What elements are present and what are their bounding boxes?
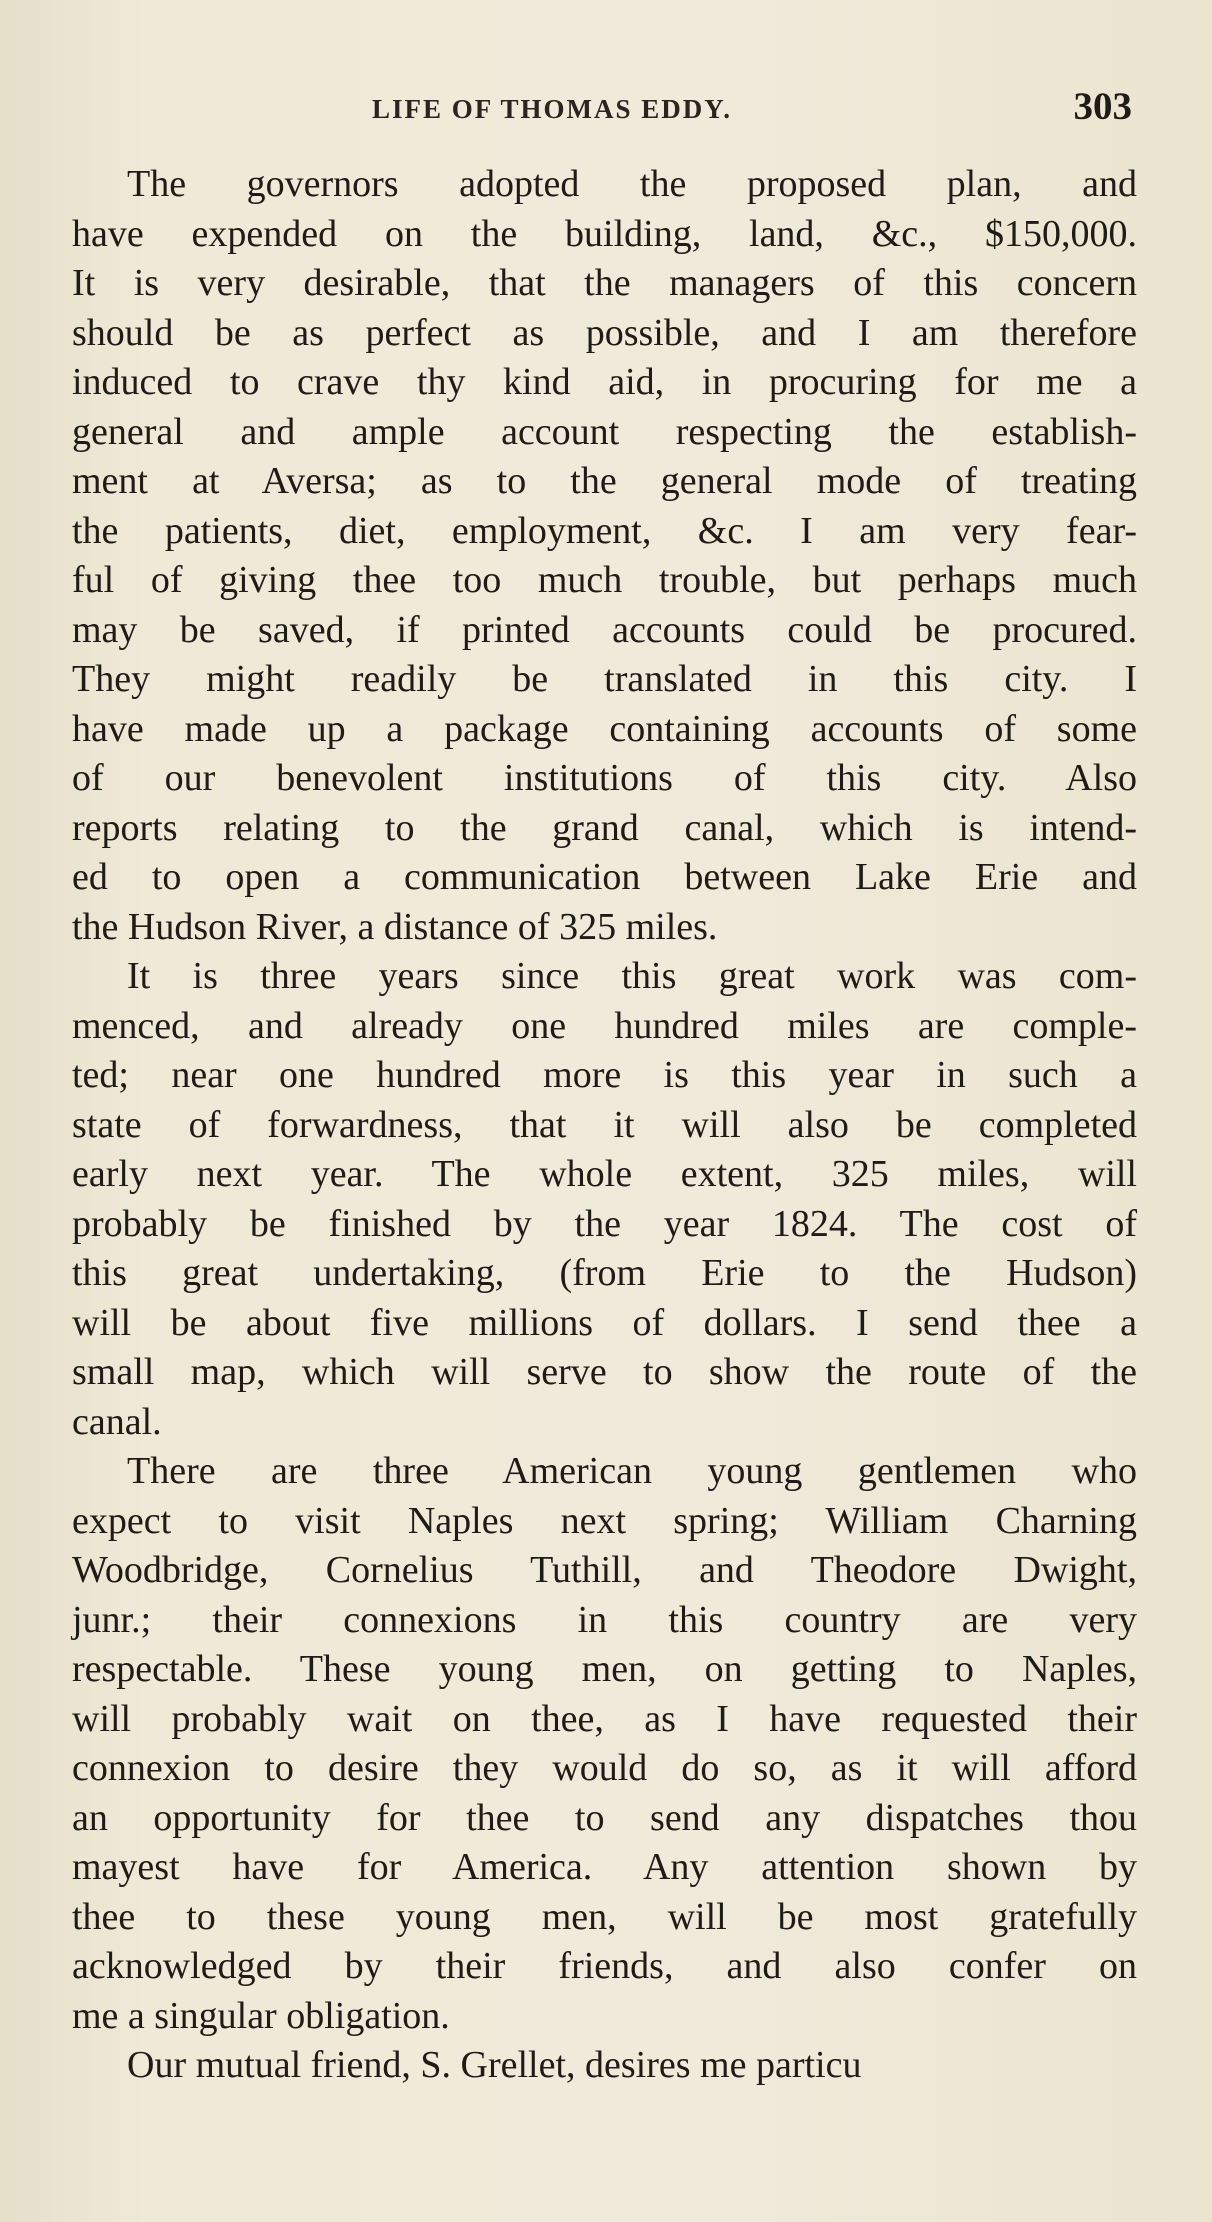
text-line: have made up a package containing accounts of some xyxy=(72,707,1137,750)
text-line: may be saved, if printed accounts could be procured. xyxy=(72,608,1137,651)
paragraph xyxy=(72,952,1137,1447)
text-line: ful of giving thee too much trouble, but perhaps much xyxy=(72,559,1137,601)
text-line: general and ample account respecting the establish- xyxy=(72,410,1137,453)
text-line: connexion to desire they would do so, as it will afford xyxy=(72,1747,1137,1789)
text-line: junr.; their connexions in this country are very xyxy=(72,1598,1137,1641)
text-line: small map, which will serve to show the route of the xyxy=(72,1351,1137,1393)
text-line: will probably wait on thee, as I have requested their xyxy=(72,1697,1137,1740)
text-line: acknowledged by their friends, and also confer on xyxy=(72,1945,1137,1987)
text-line: reports relating to the grand canal, which is intend- xyxy=(72,806,1137,849)
paragraph xyxy=(72,1447,1137,2041)
text-line: the patients, diet, employment, &c. I am very fear- xyxy=(72,509,1137,552)
page-header xyxy=(72,84,1132,134)
text-line: have expended on the building, land, &c., $150,000. xyxy=(72,212,1137,255)
text-line: induced to crave thy kind aid, in procuring for me a xyxy=(72,361,1137,403)
text-line: respectable. These young men, on getting to Naples, xyxy=(72,1648,1137,1690)
text-line: should be as perfect as possible, and I am therefore xyxy=(72,311,1137,354)
running-head: LIFE OF THOMAS EDDY. xyxy=(372,94,733,124)
text-line: It is very desirable, that the managers of this concern xyxy=(72,262,1137,304)
text-line: They might readily be translated in this city. I xyxy=(72,658,1137,700)
text-line: ted; near one hundred more is this year in such a xyxy=(72,1054,1137,1096)
text-line: me a singular obligation. xyxy=(72,1994,450,2037)
text-line: of our benevolent institutions of this city. Also xyxy=(72,757,1137,799)
text-line: menced, and already one hundred miles are comple- xyxy=(72,1004,1137,1047)
text-line: will be about five millions of dollars. I send thee a xyxy=(72,1301,1137,1344)
text-line: ed to open a communication between Lake Erie and xyxy=(72,856,1137,898)
text-line: Our mutual friend, S. Grellet, desires me particu xyxy=(127,2044,862,2086)
text-line: mayest have for America. Any attention shown by xyxy=(72,1846,1137,1888)
text-line: There are three American young gentlemen who xyxy=(127,1450,1137,1492)
text-line: It is three years since this great work was com- xyxy=(127,955,1137,997)
page-number: 303 xyxy=(1073,85,1132,128)
text-line: probably be finished by the year 1824. The cost of xyxy=(72,1202,1137,1245)
paragraph xyxy=(72,160,1137,952)
body-text xyxy=(72,160,1137,2091)
text-line: Woodbridge, Cornelius Tuthill, and Theodore Dwight, xyxy=(72,1549,1137,1591)
text-line: early next year. The whole extent, 325 miles, will xyxy=(72,1153,1137,1195)
text-line: this great undertaking, (from Erie to the Hudson) xyxy=(72,1252,1137,1294)
text-line: expect to visit Naples next spring; William Charning xyxy=(72,1499,1137,1542)
text-line: ment at Aversa; as to the general mode of treating xyxy=(72,460,1137,502)
text-line: The governors adopted the proposed plan, and xyxy=(127,163,1137,205)
text-line: thee to these young men, will be most gratefully xyxy=(72,1895,1137,1938)
paragraph xyxy=(72,2041,1137,2091)
text-line: the Hudson River, a distance of 325 miles. xyxy=(72,905,718,948)
text-line: an opportunity for thee to send any dispatches thou xyxy=(72,1796,1137,1839)
text-line: state of forwardness, that it will also be completed xyxy=(72,1103,1137,1146)
text-line: canal. xyxy=(72,1400,162,1443)
